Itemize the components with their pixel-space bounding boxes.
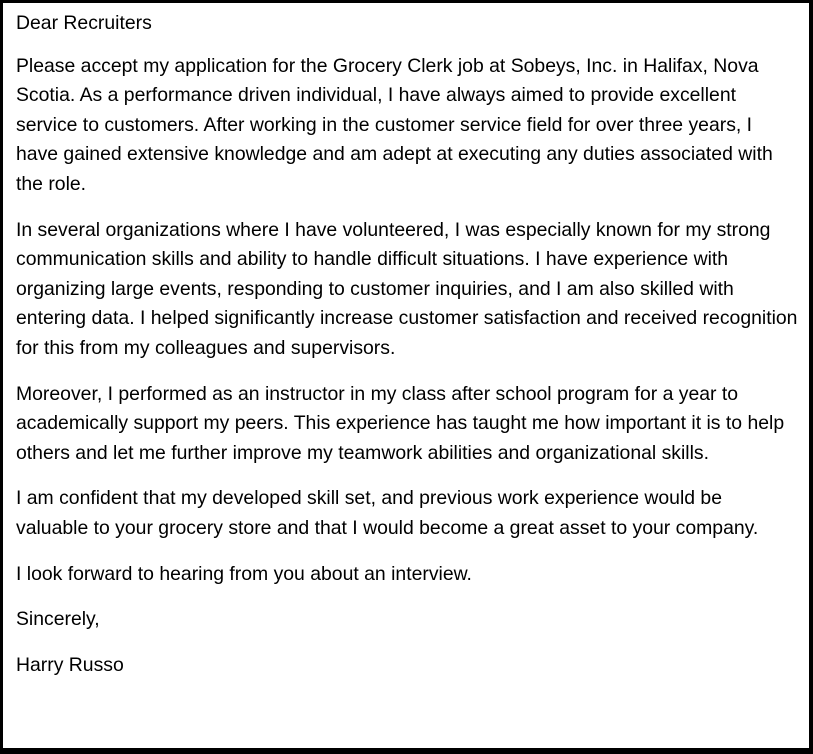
letter-paragraph-1: Please accept my application for the Grocery Clerk job at Sobeys, Inc. in Halifax, Nova Scotia. As a performance driven individual, I have always aimed to provide excellent service to customers. After working in the customer service field for over three years, I have gained extensive knowledge and am adept at executing any duties associated with the role.	[16, 54, 773, 195]
letter-paragraph-4: I am confident that my developed skill set, and previous work experience would be valuable to your grocery store and that I would become a great asset to your company.	[16, 487, 759, 539]
letter-signature: Harry Russo	[16, 653, 124, 676]
letter-salutation: Dear Recruiters	[16, 12, 152, 34]
letter-paragraph-5: I look forward to hearing from you about an interview.	[16, 562, 472, 585]
letter-paragraph-3: Moreover, I performed as an instructor in my class after school program for a year to academically support my peers. This experience has taught me how important it is to help others and let me further improve my teamwork abilities and organizational skills.	[16, 382, 785, 464]
letter-closing: Sincerely,	[16, 608, 100, 631]
letter-paragraph-2: In several organizations where I have volunteered, I was especially known for my strong communication skills and ability to handle difficult situations. I have experience with organizing large events, responding to customer inquiries, and I am also skilled with entering data. I helped significantly increase customer satisfaction and received recognition for this from my colleagues and supervisors.	[16, 218, 798, 359]
